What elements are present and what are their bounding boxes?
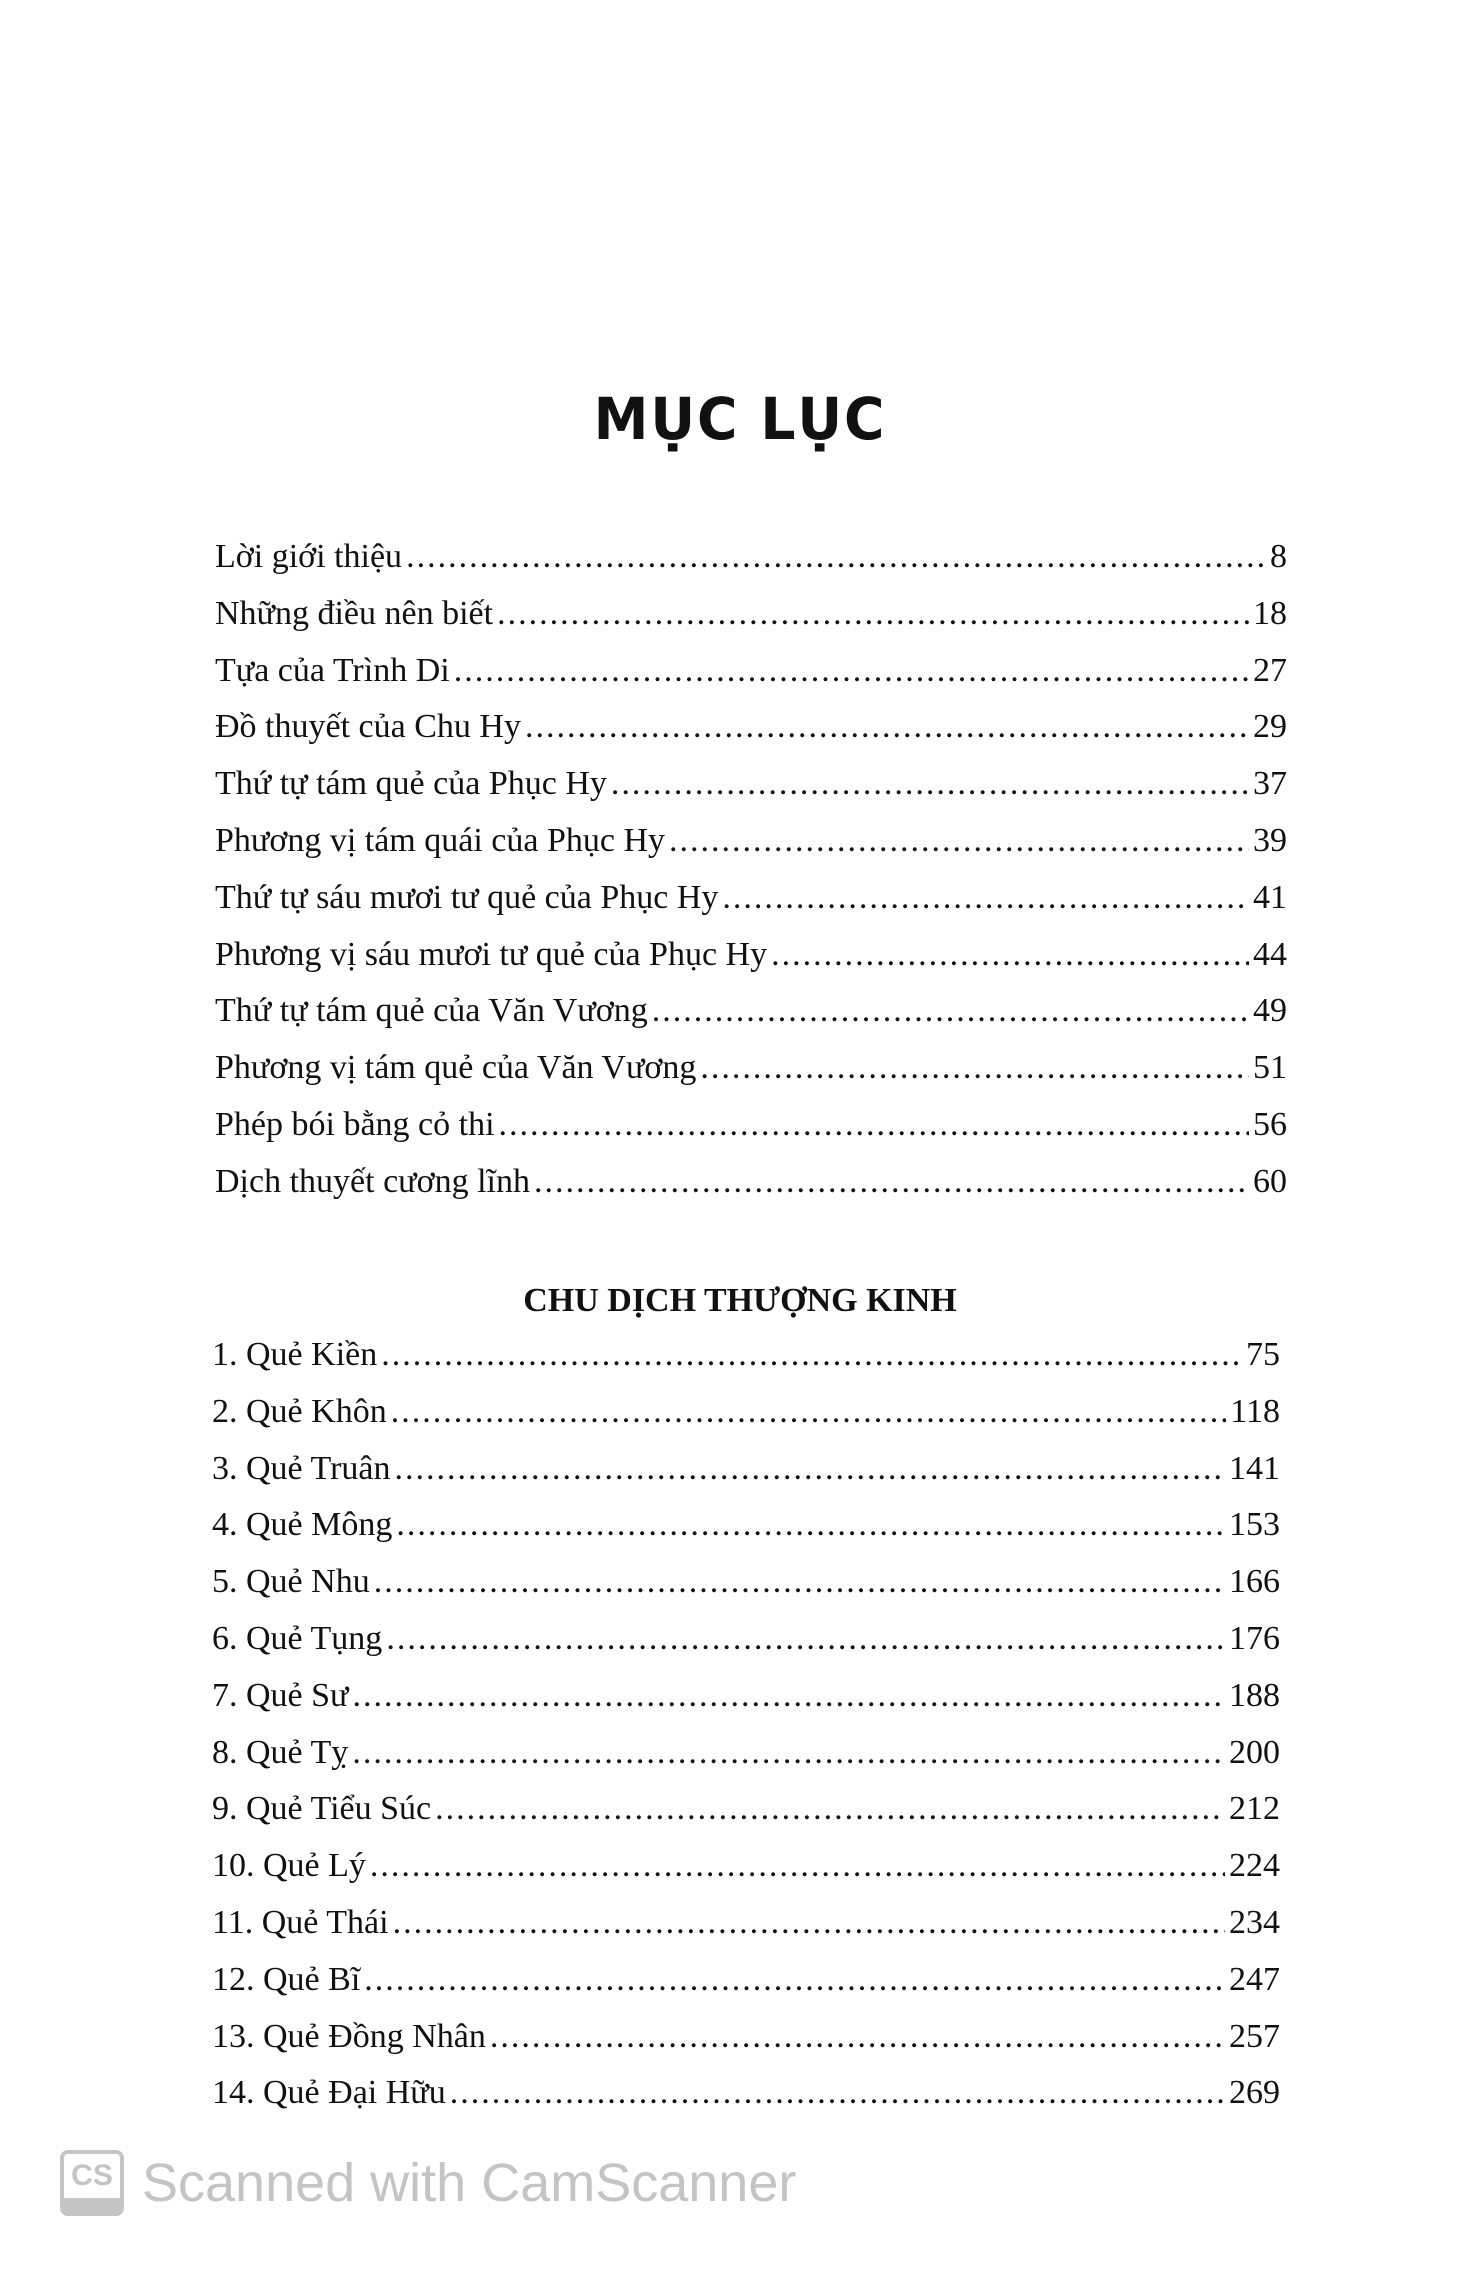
entry-label: 2. Quẻ Khôn [212,1392,387,1430]
dot-leader [450,2074,1225,2112]
dot-leader [393,1904,1225,1942]
entry-label: Phương vị tám quái của Phục Hy [215,821,666,859]
camscanner-watermark [60,2150,796,2216]
toc-entry [215,765,1287,822]
toc-entry [215,822,1287,879]
dot-leader [490,2018,1225,2056]
toc-entry [212,1450,1280,1507]
dot-leader [534,1163,1249,1201]
toc-entry [212,2074,1280,2131]
toc-entry [215,708,1287,765]
camscanner-logo-icon: CS [60,2150,124,2216]
entry-label: 8. Quẻ Tỵ [212,1733,349,1771]
dot-leader [352,1734,1225,1772]
entry-page: 188 [1229,1676,1280,1714]
entry-label: 9. Quẻ Tiểu Súc [212,1790,432,1828]
toc-intro-list [215,538,1287,1220]
dot-leader [499,1106,1249,1144]
entry-page: 141 [1229,1449,1280,1487]
entry-label: 13. Quẻ Đồng Nhân [212,2017,486,2055]
entry-page: 60 [1253,1162,1287,1200]
entry-page: 269 [1229,2074,1280,2112]
toc-entry [212,1677,1280,1734]
toc-entry [212,1734,1280,1791]
dot-leader [381,1336,1242,1374]
entry-page: 212 [1229,1790,1280,1828]
dot-leader [391,1393,1227,1431]
entry-label: Những điều nên biết [215,594,494,632]
entry-page: 200 [1229,1733,1280,1771]
toc-entry [212,2018,1280,2075]
dot-leader [771,936,1249,974]
dot-leader [722,879,1249,917]
entry-label: 1. Quẻ Kiền [212,1336,378,1373]
dot-leader [395,1450,1225,1488]
entry-page: 51 [1253,1049,1287,1087]
dot-leader [374,1563,1225,1601]
toc-entry [212,1904,1280,1961]
entry-label: Phương vị sáu mươi tư quẻ của Phục Hy [215,935,768,973]
toc-entry [215,595,1287,652]
entry-page: 49 [1253,992,1287,1030]
dot-leader [454,652,1249,690]
toc-entry [215,1163,1287,1220]
entry-page: 39 [1253,821,1287,859]
entry-label: 5. Quẻ Nhu [212,1563,370,1601]
entry-label: 6. Quẻ Tụng [212,1619,383,1657]
toc-entry [212,1563,1280,1620]
entry-page: 41 [1253,878,1287,916]
entry-page: 257 [1229,2017,1280,2055]
dot-leader [669,822,1249,860]
toc-entry [212,1847,1280,1904]
toc-entry [215,879,1287,936]
toc-section-list [212,1336,1280,2131]
dot-leader [352,1677,1225,1715]
entry-label: Dịch thuyết cương lĩnh [215,1162,530,1200]
entry-label: 7. Quẻ Sư [212,1676,349,1714]
entry-label: 10. Quẻ Lý [212,1847,366,1885]
toc-entry [212,1506,1280,1563]
toc-entry [215,936,1287,993]
entry-label: Phép bói bằng cỏ thi [215,1105,495,1143]
dot-leader [497,595,1249,633]
entry-page: 176 [1229,1619,1280,1657]
entry-label: Thứ tự sáu mươi tư quẻ của Phục Hy [215,878,719,916]
watermark-text: Scanned with CamScanner [142,2153,797,2213]
toc-entry [212,1790,1280,1847]
entry-page: 166 [1229,1563,1280,1601]
entry-label: 3. Quẻ Truân [212,1449,391,1487]
entry-label: Thứ tự tám quẻ của Phục Hy [215,765,607,803]
entry-page: 18 [1253,594,1287,632]
entry-page: 75 [1246,1336,1280,1373]
entry-page: 44 [1253,935,1287,973]
entry-page: 29 [1253,708,1287,746]
entry-label: Tựa của Trình Di [215,651,450,689]
entry-page: 27 [1253,651,1287,689]
dot-leader [396,1506,1225,1544]
entry-page: 37 [1253,765,1287,803]
toc-entry [212,1620,1280,1677]
entry-label: 4. Quẻ Mông [212,1506,393,1544]
toc-entry [212,1393,1280,1450]
entry-page: 56 [1253,1105,1287,1143]
dot-leader [700,1049,1249,1087]
dot-leader [364,1961,1225,1999]
entry-label: 14. Quẻ Đại Hữu [212,2074,446,2112]
entry-page: 234 [1229,1903,1280,1941]
entry-page: 224 [1229,1847,1280,1885]
dot-leader [525,708,1249,746]
entry-page: 8 [1270,538,1287,575]
entry-label: Đồ thuyết của Chu Hy [215,708,521,746]
toc-entry [215,1106,1287,1163]
toc-entry [215,1049,1287,1106]
dot-leader [435,1790,1225,1828]
dot-leader [406,538,1266,576]
entry-label: 12. Quẻ Bĩ [212,1960,361,1998]
entry-label: Lời giới thiệu [215,538,403,575]
page-title: MỤC LỤC [593,385,887,453]
toc-entry [212,1961,1280,2018]
dot-leader [652,992,1249,1030]
toc-entry [215,652,1287,709]
entry-label: Phương vị tám quẻ của Văn Vương [215,1049,697,1087]
entry-label: 11. Quẻ Thái [212,1903,389,1941]
entry-page: 118 [1230,1392,1280,1430]
toc-entry [215,538,1287,595]
dot-leader [611,765,1249,803]
dot-leader [370,1847,1225,1885]
toc-entry [212,1336,1280,1393]
dot-leader [386,1620,1225,1658]
toc-entry [215,992,1287,1049]
entry-label: Thứ tự tám quẻ của Văn Vương [215,992,648,1030]
entry-page: 153 [1229,1506,1280,1544]
section-heading: CHU DỊCH THƯỢNG KINH [523,1282,957,1319]
entry-page: 247 [1229,1960,1280,1998]
